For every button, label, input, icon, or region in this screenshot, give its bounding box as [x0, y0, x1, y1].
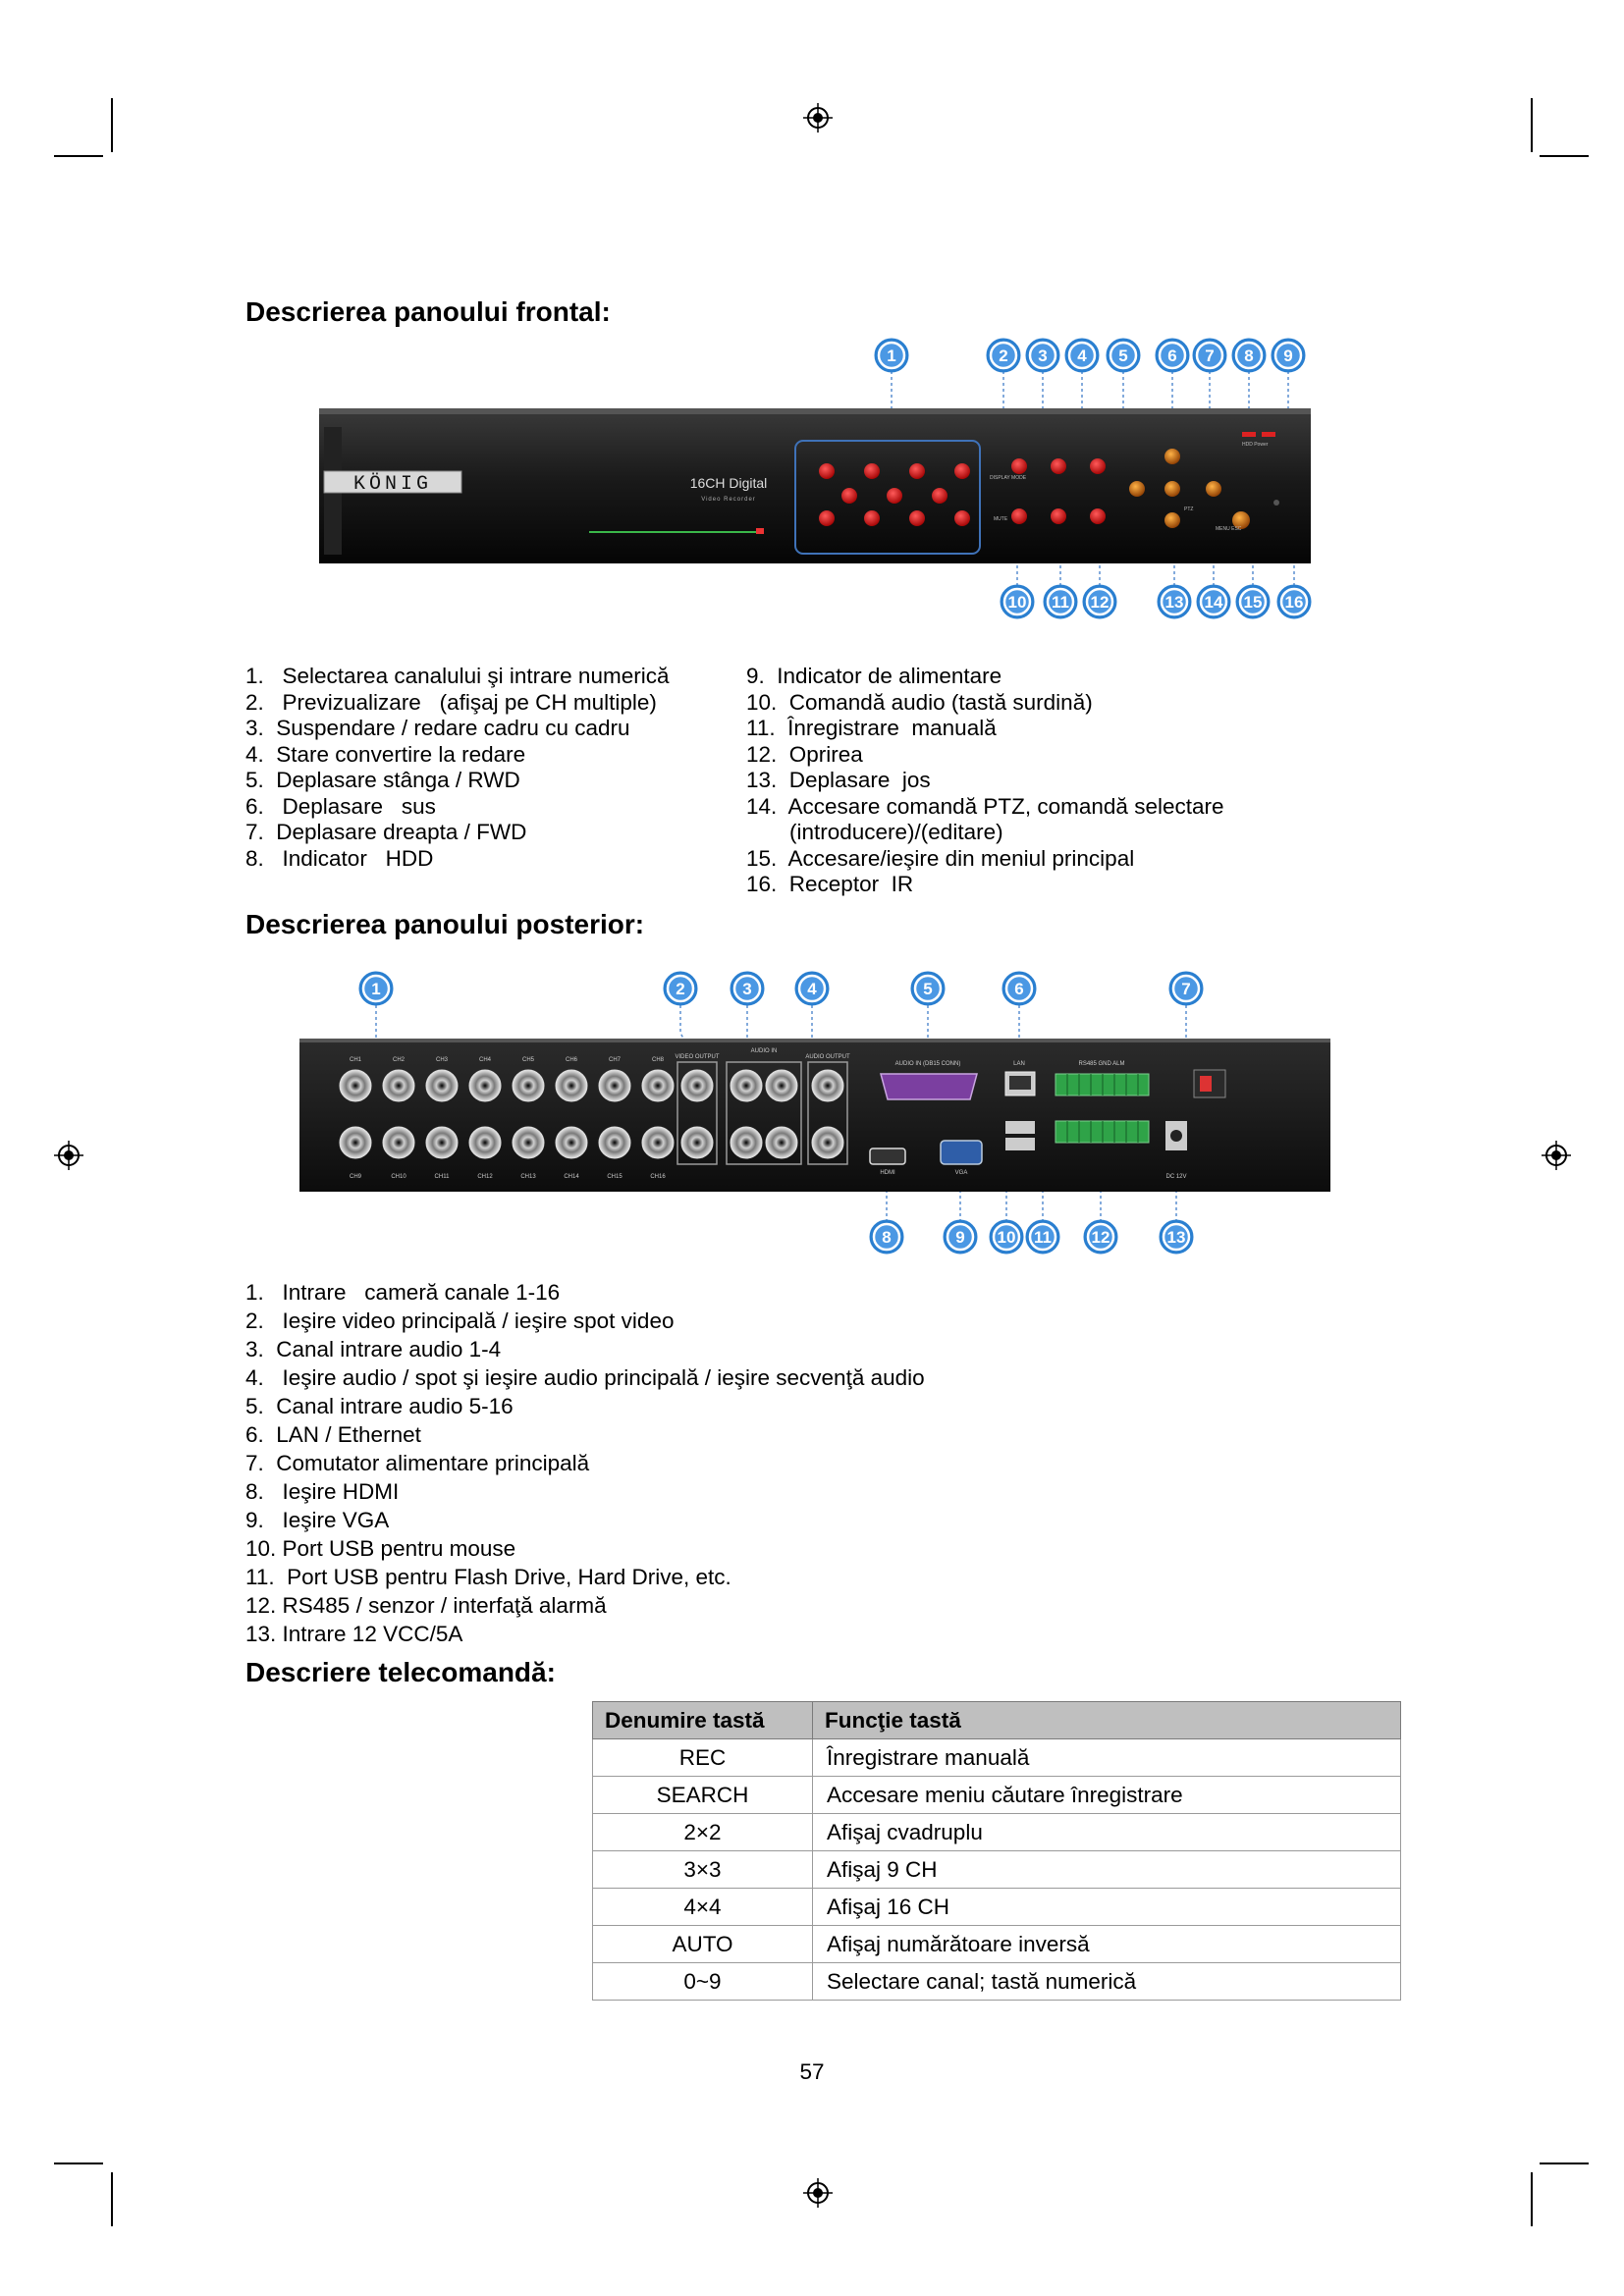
list-item: 16. Receptor IR [746, 872, 914, 896]
list-item: 1. Selectarea canalului şi intrare numerică [245, 664, 670, 688]
svg-text:6: 6 [1167, 347, 1177, 365]
svg-text:2: 2 [999, 347, 1008, 365]
key-name: 0~9 [593, 1963, 813, 2001]
svg-text:CH1: CH1 [349, 1057, 362, 1063]
page-number: 57 [799, 2059, 825, 2084]
svg-text:DISPLAY MODE: DISPLAY MODE [990, 475, 1027, 481]
list-item: 14. Accesare comandă PTZ, comandă selectare [746, 793, 1224, 819]
key-name: 3×3 [593, 1851, 813, 1889]
front-panel-diagram [295, 334, 1335, 628]
key-name: SEARCH [593, 1777, 813, 1814]
list-item: 3. Suspendare / redare cadru cu cadru [245, 716, 630, 740]
svg-text:12: 12 [1091, 1228, 1110, 1247]
svg-text:9: 9 [955, 1228, 965, 1247]
remote-keys-table [592, 1701, 1401, 2001]
svg-text:13: 13 [1164, 593, 1184, 612]
rear-panel-heading: Descrierea panoului posterior: [245, 909, 645, 939]
crop-mark [111, 2172, 113, 2226]
list-item: 7. Deplasare dreapta / FWD [245, 820, 527, 844]
svg-text:HDD Power: HDD Power [1242, 442, 1269, 448]
registration-mark-icon [1542, 1141, 1571, 1170]
brand-logo: KÖNIG [352, 473, 433, 496]
svg-text:CH9: CH9 [349, 1174, 362, 1180]
list-item: 11. Înregistrare manuală [746, 716, 997, 740]
list-item: 15. Accesare/ieşire din meniul principal [746, 845, 1135, 871]
registration-mark-icon [803, 2178, 833, 2208]
svg-text:CH3: CH3 [435, 1057, 449, 1063]
svg-text:Video Recorder: Video Recorder [701, 497, 756, 503]
svg-text:11: 11 [1034, 1228, 1052, 1247]
key-function: Selectare canal; tastă numerică [813, 1963, 1401, 2001]
svg-text:14: 14 [1204, 593, 1223, 612]
table-header-row [593, 1702, 1401, 1739]
svg-text:AUDIO OUTPUT: AUDIO OUTPUT [805, 1054, 850, 1060]
key-function: Afişaj cvadruplu [813, 1814, 1401, 1851]
key-name: REC [593, 1739, 813, 1777]
rear-panel-diagram [285, 964, 1345, 1258]
front-panel-list-left [245, 664, 669, 872]
crop-mark [54, 2163, 103, 2164]
svg-text:AUDIO IN: AUDIO IN [750, 1048, 778, 1054]
list-item: 5. Canal intrare audio 5-16 [245, 1394, 514, 1418]
svg-text:6: 6 [1014, 980, 1024, 998]
svg-text:8: 8 [882, 1228, 892, 1247]
svg-text:5: 5 [923, 980, 933, 998]
svg-text:CH8: CH8 [651, 1057, 665, 1063]
svg-text:15: 15 [1243, 593, 1263, 612]
svg-text:3: 3 [742, 980, 752, 998]
svg-text:2: 2 [676, 980, 685, 998]
svg-text:MENU ESC: MENU ESC [1216, 526, 1242, 532]
svg-text:CH2: CH2 [392, 1057, 406, 1063]
table-row [593, 1889, 1401, 1926]
svg-text:CH10: CH10 [391, 1174, 406, 1180]
table-row [593, 1777, 1401, 1814]
svg-text:CH7: CH7 [608, 1057, 622, 1063]
key-name: AUTO [593, 1926, 813, 1963]
list-item: 5. Deplasare stânga / RWD [245, 768, 520, 792]
list-item: 12. Oprirea [746, 741, 863, 767]
key-function: Afişaj 16 CH [813, 1889, 1401, 1926]
column-header-function: Funcţie tastă [813, 1702, 1401, 1739]
list-item: 8. Indicator HDD [245, 845, 434, 871]
table-row [593, 1814, 1401, 1851]
crop-mark [1531, 2172, 1533, 2226]
svg-text:CH13: CH13 [520, 1174, 536, 1180]
list-item: 10. Port USB pentru mouse [245, 1536, 516, 1561]
column-header-key: Denumire tastă [593, 1702, 813, 1739]
svg-text:LAN: LAN [1013, 1061, 1025, 1067]
crop-mark [1531, 98, 1533, 152]
list-item: 13. Deplasare jos [746, 768, 931, 792]
registration-mark-icon [54, 1141, 83, 1170]
key-function: Înregistrare manuală [813, 1739, 1401, 1777]
table-row [593, 1739, 1401, 1777]
svg-text:HDMI: HDMI [880, 1170, 895, 1176]
svg-text:CH5: CH5 [521, 1057, 535, 1063]
svg-text:CH16: CH16 [650, 1174, 666, 1180]
svg-text:CH4: CH4 [478, 1057, 492, 1063]
front-panel-list-right [746, 664, 1224, 898]
table-row [593, 1851, 1401, 1889]
remote-heading: Descriere telecomandă: [245, 1657, 556, 1687]
svg-text:CH14: CH14 [564, 1174, 579, 1180]
list-item: 4. Stare convertire la redare [245, 741, 526, 767]
list-item: 7. Comutator alimentare principală [245, 1451, 590, 1475]
svg-text:CH15: CH15 [607, 1174, 623, 1180]
key-function: Accesare meniu căutare înregistrare [813, 1777, 1401, 1814]
list-item: 11. Port USB pentru Flash Drive, Hard Drive, etc. [245, 1565, 731, 1589]
svg-text:8: 8 [1244, 347, 1254, 365]
svg-text:10: 10 [1007, 593, 1027, 612]
svg-text:4: 4 [1077, 347, 1087, 365]
list-item: 12. RS485 / senzor / interfaţă alarmă [245, 1593, 607, 1618]
svg-text:AUDIO IN (DB15 CONN): AUDIO IN (DB15 CONN) [894, 1061, 961, 1067]
svg-text:1: 1 [887, 347, 896, 365]
svg-text:1: 1 [371, 980, 381, 998]
svg-text:7: 7 [1181, 980, 1191, 998]
list-item: 9. Indicator de alimentare [746, 664, 1002, 688]
svg-text:PTZ: PTZ [1184, 507, 1194, 512]
crop-mark [1540, 2163, 1589, 2164]
key-name: 2×2 [593, 1814, 813, 1851]
svg-text:MUTE: MUTE [994, 516, 1008, 522]
crop-mark [1540, 155, 1589, 157]
crop-mark [54, 155, 103, 157]
list-item: 2. Ieşire video principală / ieşire spot video [245, 1308, 675, 1333]
svg-text:7: 7 [1205, 347, 1215, 365]
svg-text:11: 11 [1052, 593, 1069, 612]
list-item: 10. Comandă audio (tastă surdină) [746, 689, 1093, 715]
svg-text:16CH Digital: 16CH Digital [689, 475, 768, 491]
table-row [593, 1963, 1401, 2001]
list-item: 9. Ieşire VGA [245, 1508, 390, 1532]
svg-text:10: 10 [997, 1228, 1016, 1247]
crop-mark [111, 98, 113, 152]
svg-text:CH11: CH11 [434, 1174, 450, 1180]
list-item: 13. Intrare 12 VCC/5A [245, 1622, 463, 1646]
table-row [593, 1926, 1401, 1963]
svg-text:12: 12 [1090, 593, 1110, 612]
svg-text:16: 16 [1284, 593, 1304, 612]
key-function: Afişaj 9 CH [813, 1851, 1401, 1889]
svg-text:CH6: CH6 [565, 1057, 578, 1063]
key-name: 4×4 [593, 1889, 813, 1926]
svg-text:9: 9 [1283, 347, 1293, 365]
svg-text:DC 12V: DC 12V [1165, 1174, 1187, 1180]
list-item: 1. Intrare cameră canale 1-16 [245, 1280, 561, 1305]
list-item: 8. Ieşire HDMI [245, 1479, 400, 1504]
svg-text:13: 13 [1166, 1228, 1186, 1247]
rear-panel-list [245, 1278, 925, 1648]
svg-text:5: 5 [1118, 347, 1128, 365]
svg-text:3: 3 [1038, 347, 1048, 365]
svg-text:4: 4 [807, 980, 817, 998]
list-item: 4. Ieşire audio / spot şi ieşire audio principală / ieşire secvenţă audio [245, 1365, 925, 1390]
registration-mark-icon [803, 103, 833, 133]
svg-text:RS485 GND ALM: RS485 GND ALM [1078, 1061, 1125, 1067]
key-function: Afişaj numărătoare inversă [813, 1926, 1401, 1963]
list-item: 6. Deplasare sus [245, 793, 436, 819]
front-panel-heading: Descrierea panoului frontal: [245, 296, 611, 327]
svg-text:VIDEO OUTPUT: VIDEO OUTPUT [675, 1054, 720, 1060]
list-item: 3. Canal intrare audio 1-4 [245, 1337, 502, 1362]
list-item: 2. Previzualizare (afişaj pe CH multiple) [245, 689, 657, 715]
svg-text:VGA: VGA [954, 1170, 968, 1176]
list-item: (introducere)/(editare) [789, 820, 1003, 844]
svg-text:CH12: CH12 [477, 1174, 493, 1180]
list-item: 6. LAN / Ethernet [245, 1422, 421, 1447]
